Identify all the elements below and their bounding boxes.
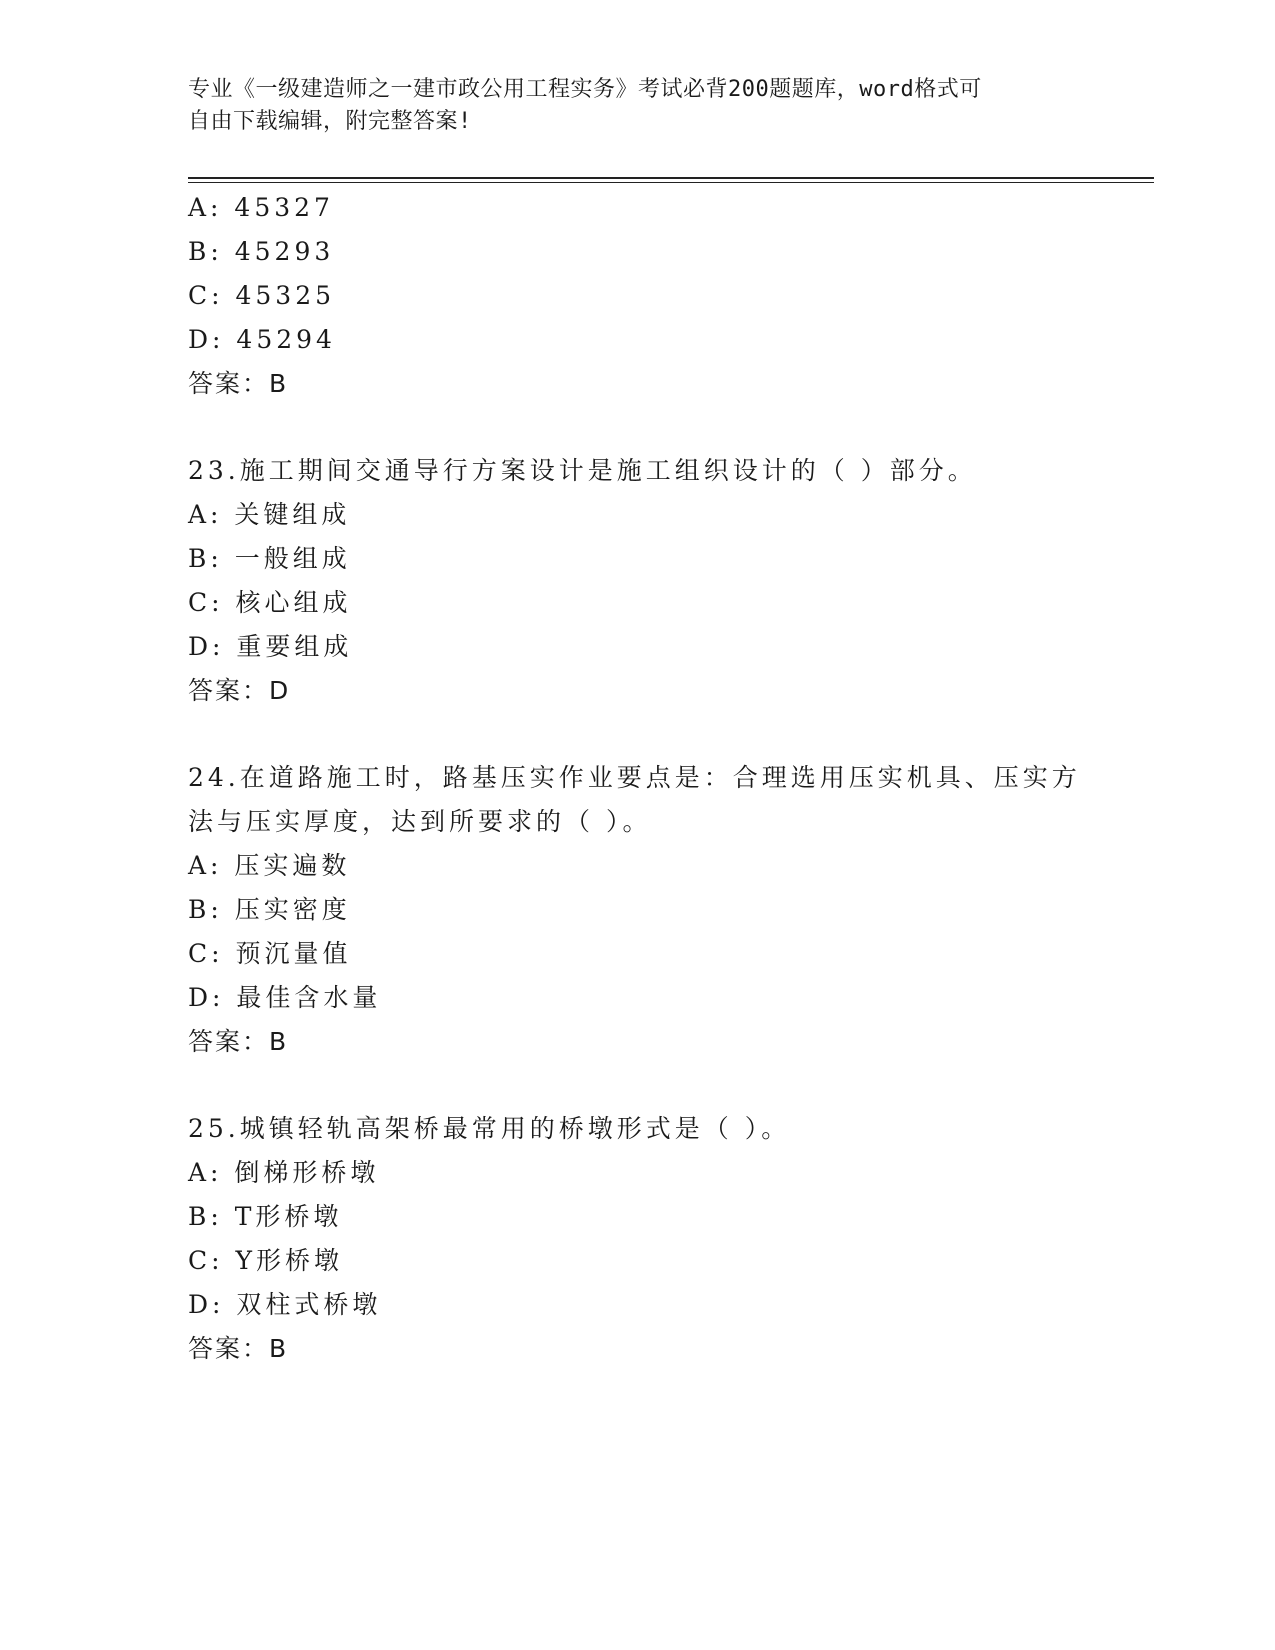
header-divider-thick xyxy=(188,177,1154,179)
q23-option-d: D: 重要组成 xyxy=(188,632,353,661)
q24-answer: 答案：B xyxy=(188,1027,289,1056)
q22-option-d: D: 45294 xyxy=(188,325,336,354)
q24-option-a: A: 压实遍数 xyxy=(188,851,351,880)
q24-option-b: B: 压实密度 xyxy=(188,895,351,924)
q25-question: 25.城镇轻轨高架桥最常用的桥墩形式是（ ）。 xyxy=(188,1114,791,1143)
q23-question: 23.施工期间交通导行方案设计是施工组织设计的（ ）部分。 xyxy=(188,456,977,485)
q23-answer: 答案：D xyxy=(188,676,291,705)
q25-option-a: A: 倒梯形桥墩 xyxy=(188,1158,380,1187)
header-title-line-2: 自由下载编辑，附完整答案! xyxy=(188,109,472,134)
q22-option-c: C: 45325 xyxy=(188,281,336,310)
page-header xyxy=(188,74,1088,138)
q24-option-c: C: 预沉量值 xyxy=(188,939,352,968)
q23-option-c: C: 核心组成 xyxy=(188,588,352,617)
q23-option-a: A: 关键组成 xyxy=(188,500,351,529)
q25-answer: 答案：B xyxy=(188,1334,289,1363)
q25-option-d: D: 双柱式桥墩 xyxy=(188,1290,382,1319)
q24-option-d: D: 最佳含水量 xyxy=(188,983,382,1012)
q24-question-line-2: 法与压实厚度，达到所要求的（ ）。 xyxy=(188,807,652,836)
q25-option-b: B: T形桥墩 xyxy=(188,1202,343,1231)
header-title-line-1: 专业《一级建造师之一建市政公用工程实务》考试必背200题题库，word格式可 xyxy=(188,77,982,102)
q22-option-a: A: 45327 xyxy=(188,193,334,222)
q22-answer: 答案：B xyxy=(188,369,289,398)
header-divider-thin xyxy=(188,182,1154,183)
q23-option-b: B: 一般组成 xyxy=(188,544,351,573)
q24-question-line-1: 24.在道路施工时，路基压实作业要点是：合理选用压实机具、压实方 xyxy=(188,763,1081,792)
q22-option-b: B: 45293 xyxy=(188,237,335,266)
q25-option-c: C: Y形桥墩 xyxy=(188,1246,344,1275)
